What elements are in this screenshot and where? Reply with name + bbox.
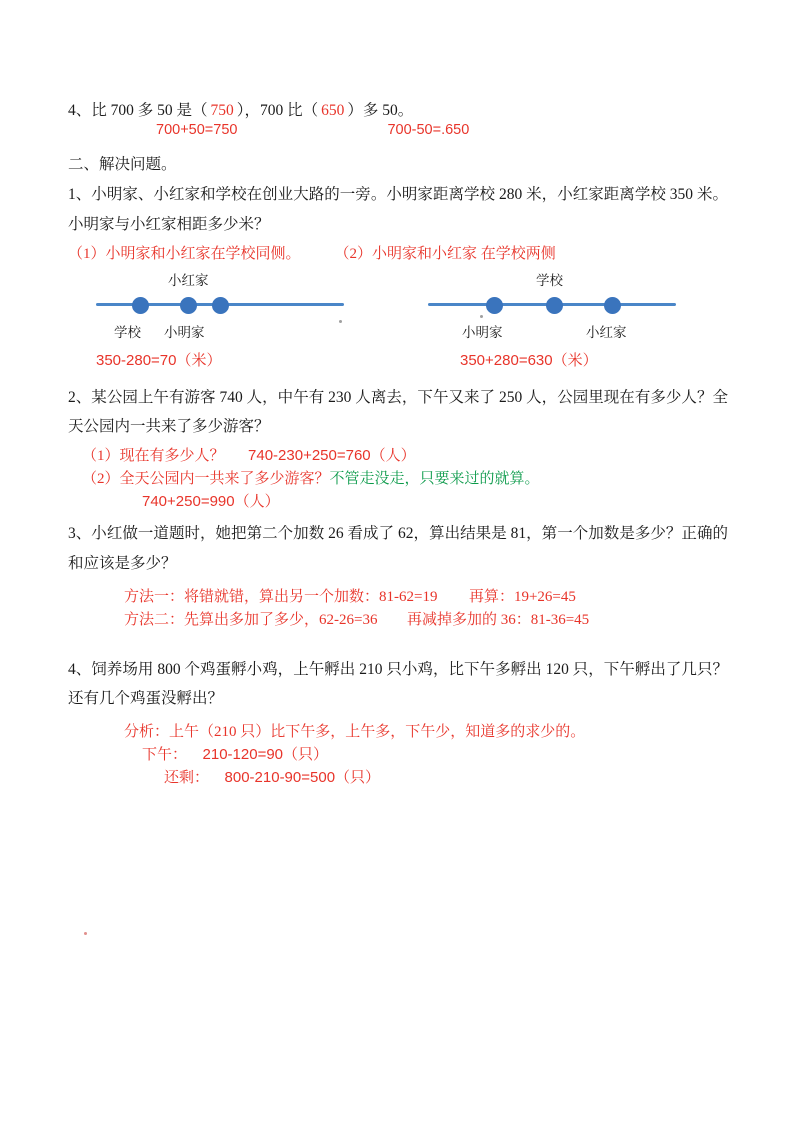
problem-2-sub-1-label: （1）现在有多少人？ <box>82 448 225 464</box>
problem-2-part-2 <box>82 467 728 488</box>
stray-ink-mark-1 <box>84 932 87 935</box>
diagram-left-point-xiaohong <box>180 297 197 314</box>
problem-2-part-1 <box>82 444 728 465</box>
diagram-left-bottom-label-2: 小明家 <box>164 324 205 340</box>
problem-3-text: 3、小红做一道题时，她把第二个加数 26 看成了 62，算出结果是 81，第一个加数是多少？正确的和应该是多少？ <box>68 525 728 572</box>
problem-3-method-2 <box>124 608 728 629</box>
stray-ink-mark-3 <box>480 315 483 318</box>
diagram-right-answer: 350+280=630（米） <box>460 351 598 369</box>
q4-suffix: ）多 50。 <box>347 102 414 119</box>
problem-2-sub-2-label: （2）全天公园内一共来了多少游客？ <box>82 471 330 487</box>
problem-1-sub-1: （1）小明家和小红家在学校同侧。 <box>68 245 301 262</box>
section-2-title: 二、解决问题。 <box>68 156 177 173</box>
problem-2-sub-2-work-text: 740+250=990（人） <box>142 493 280 510</box>
problem-4-line-2-work: 210-120=90（只） <box>202 746 329 763</box>
q4-middle: ），700 比（ <box>236 102 319 119</box>
problem-4-text: 4、饲养场用 800 个鸡蛋孵小鸡，上午孵出 210 只小鸡，比下午多孵出 120 只，下午孵出了几只？还有几个鸡蛋没孵出？ <box>68 660 728 708</box>
diagram-right-point-school <box>546 297 563 314</box>
problem-2-sub-1-work: 740-230+250=760（人） <box>248 447 416 464</box>
diagram-right-bottom-label-2: 小红家 <box>586 324 627 340</box>
diagram-right-point-xiaohong <box>604 297 621 314</box>
q4-working <box>156 122 728 138</box>
diagram-left-point-school <box>132 297 149 314</box>
problem-4-line-2 <box>142 743 728 764</box>
stray-ink-mark-2 <box>339 320 342 323</box>
problem-3-method-1-text: 方法一：将错就错，算出另一个加数：81-62=19 <box>124 588 438 605</box>
problem-4-line-2-label: 下午： <box>142 747 188 763</box>
problem-2-text: 2、某公园上午有游客 740 人，中午有 230 人离去，下午又来了 250 人，公园里现在有多少人？全天公园内一共来了多少游客？ <box>68 388 728 436</box>
problem-4-line-3-label: 还剩： <box>164 770 210 786</box>
document-content <box>68 98 728 787</box>
problem-2-sub-2-work <box>142 490 728 511</box>
problem-3-method-1 <box>124 585 728 606</box>
diagram-right-bottom-label-1: 小明家 <box>462 324 503 340</box>
problem-4-analysis: 分析：上午（210 只）比下午多，上午多，下午少，知道多的求少的。 <box>124 724 586 740</box>
problem-4-line-3 <box>164 766 728 787</box>
question-4-line <box>68 98 728 120</box>
problem-1-diagrams <box>68 269 728 369</box>
problem-3-method-2-text: 方法二：先算出多加了多少，62-26=36 <box>124 611 378 628</box>
problem-2-sub-2-note: 不管走没走，只要来过的就算。 <box>329 471 540 487</box>
diagram-left-bottom-label-1: 学校 <box>114 324 141 340</box>
diagram-left-point-xiaoming <box>212 297 229 314</box>
diagram-right-top-label: 学校 <box>536 272 563 288</box>
diagram-left-top-label: 小红家 <box>168 272 209 288</box>
q4-prefix: 4、比 700 多 50 是（ <box>68 102 208 119</box>
q4-work-2: 700-50=.650 <box>387 122 470 138</box>
q4-work-1: 700+50=750 <box>156 122 238 138</box>
diagram-right-point-xiaoming <box>486 297 503 314</box>
problem-4-line-3-work: 800-210-90=500（只） <box>224 769 381 786</box>
problem-3-method-1-tail: 再算：19+26=45 <box>468 588 576 605</box>
q4-blank-1: 750 <box>210 102 234 119</box>
diagram-left-answer: 350-280=70（米） <box>96 351 222 369</box>
problem-1-subparts <box>68 242 728 263</box>
problem-1-sub-2: （2）小明家和小红家 在学校两侧 <box>334 245 556 262</box>
problem-3-method-2-tail: 再减掉多加的 36：81-36=45 <box>406 611 590 628</box>
q4-blank-2: 650 <box>321 102 345 119</box>
problem-1-text: 1、小明家、小红家和学校在创业大路的一旁。小明家距离学校 280 米，小红家距离学校 350 米。小明家与小红家相距多少米？ <box>68 186 728 233</box>
